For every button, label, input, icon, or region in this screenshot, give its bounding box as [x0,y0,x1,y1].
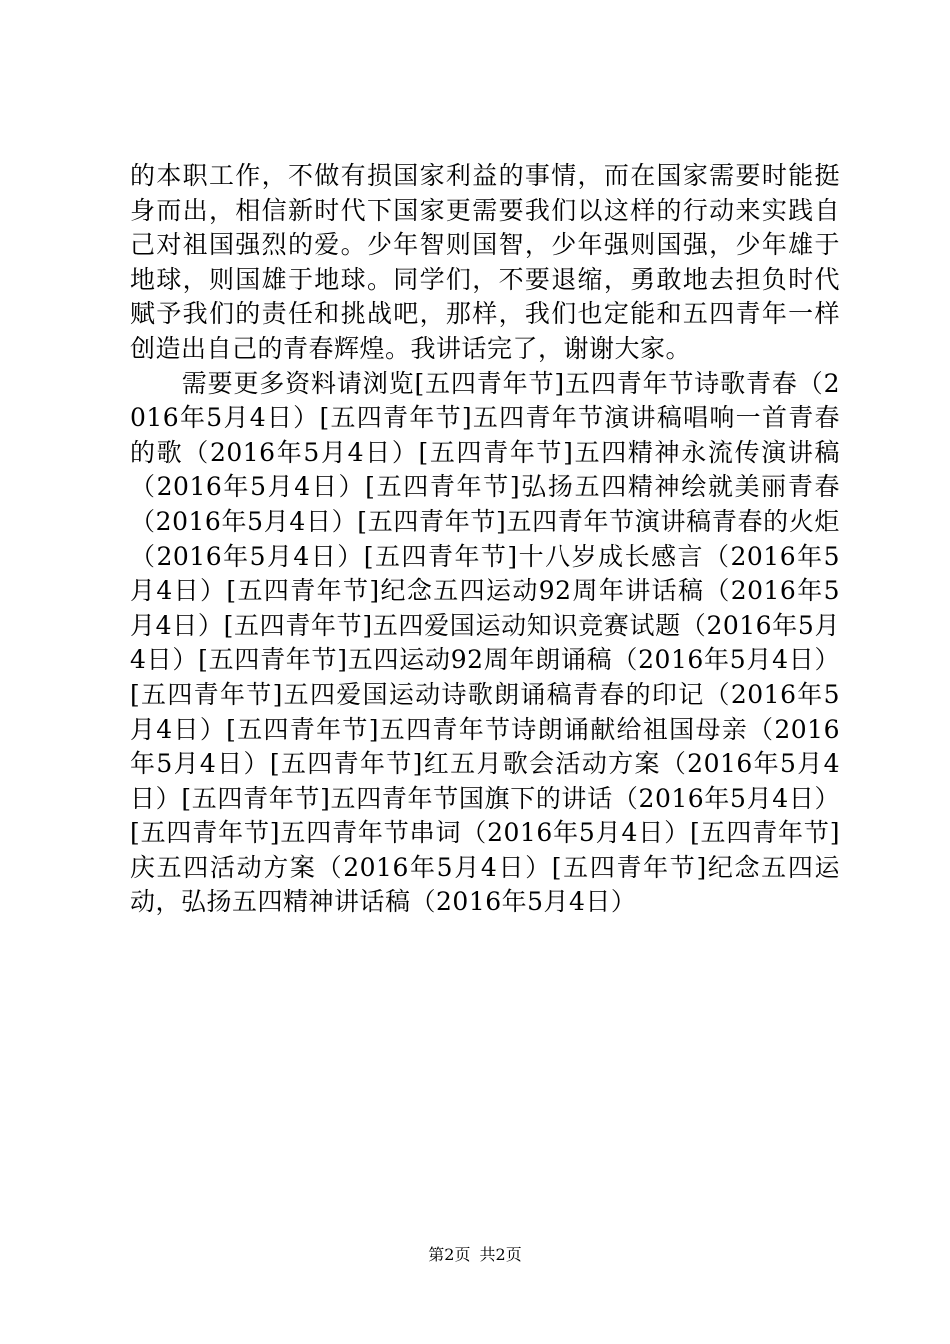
body-paragraph-1: 的本职工作，不做有损国家利益的事情，而在国家需要时能挺身而出，相信新时代下国家更需要我们以这样的行动来实践自己对祖国强烈的爱。少年智则国智，少年强则国强，少年雄于地球，则国雄于地球。同学们，不要退缩，勇敢地去担负时代赋予我们的责任和挑战吧，那样，我们也定能和五四青年一样创造出自己的青春辉煌。我讲话完了，谢谢大家。 [130,161,840,363]
page-footer [0,1245,950,1265]
page-number: 第2页 [428,1245,471,1264]
body-paragraph-2: 需要更多资料请浏览[五四青年节]五四青年节诗歌青春（2016年5月4日）[五四青年节]五四青年节演讲稿唱响一首青春的歌（2016年5月4日）[五四青年节]五四精神永流传演讲稿（2016年5月4日）[五四青年节]弘扬五四精神绘就美丽青春（2016年5月4日）[五四青年节]五四青年节演讲稿青春的火炬（2016年5月4日）[五四青年节]十八岁成长感言（2016年5月4日）[五四青年节]纪念五四运动92周年讲话稿（2016年5月4日）[五四青年节]五四爱国运动知识竞赛试题（2016年5月4日）[五四青年节]五四运动92周年朗诵稿（2016年5月4日）[五四青年节]五四爱国运动诗歌朗诵稿青春的印记（2016年5月4日）[五四青年节]五四青年节诗朗诵献给祖国母亲（2016年5月4日）[五四青年节]红五月歌会活动方案（2016年5月4日）[五四青年节]五四青年节国旗下的讲话（2016年5月4日）[五四青年节]五四青年节串词（2016年5月4日）[五四青年节]庆五四活动方案（2016年5月4日）[五四青年节]纪念五四运动，弘扬五四精神讲话稿（2016年5月4日） [130,368,840,917]
page-total: 共2页 [479,1245,522,1264]
document-body [130,159,840,920]
